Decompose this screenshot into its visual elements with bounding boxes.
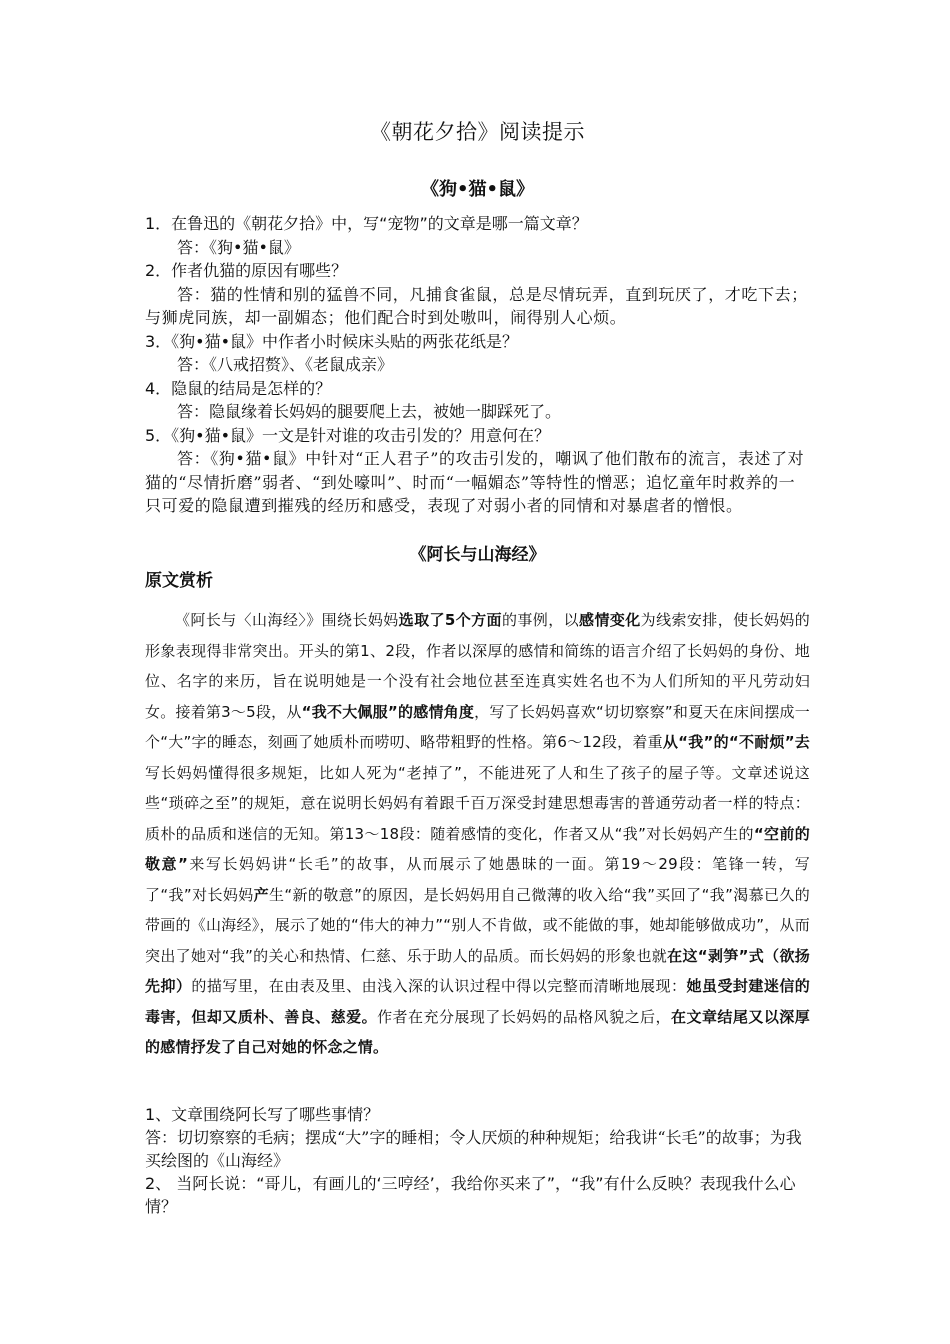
answer-4: 答：隐鼠缘着长妈妈的腿要爬上去，被她一脚踩死了。 [177, 402, 562, 421]
answer-1: 答：《狗•猫•鼠》 [177, 237, 300, 257]
essay-text: 作者在充分展现了长妈妈的品格风貌之后， [377, 1007, 672, 1026]
answer-5: 答：《狗•猫•鼠》中针对“正人君子”的攻击引发的，嘲讽了他们散布的流言，表述了对猫的“尽情折磨”弱者、“到处嚎叫”、时而“一幅媚态”等特性的憎恶；追忆童年时救养的一只可爱的隐鼠遭到摧残的经历和感受，表现了对弱小者的同情和对暴虐者的憎恨。 [145, 449, 805, 515]
essay-emphasis: “我不大佩服”的感情角度 [301, 702, 475, 721]
essay-emphasis: 产 [253, 885, 269, 904]
essay-text: 的事例，以 [501, 611, 580, 629]
essay-emphasis: 从“我”的“不耐烦”去 [662, 733, 810, 751]
section2-qa-list [145, 1103, 810, 1218]
essay-emphasis: “空前的敬意” [145, 824, 810, 873]
document-title: 《朝花夕拾》阅读提示 [370, 120, 585, 144]
essay-emphasis: 在文章结尾又以深厚的感情抒发了自己对她的怀念之情。 [145, 1007, 810, 1056]
answer-s2-1: 答：切切察察的毛病；摆成“大”字的睡相；令人厌烦的种种规矩；给我讲“长毛”的故事；为我买绘图的《山海经》 [145, 1128, 802, 1170]
essay-text: 写长妈妈懂得很多规矩，比如人死为“老掉了”，不能进死了人和生了孩子的屋子等。文章述说这些“琐碎之至”的规矩，意在说明长妈妈有着跟千百万深受封建思想毒害的普通劳动者一样的特点：质朴的品质和迷信的无知。第13～18段：随着感情的变化，作者又从“我”对长妈妈产生的 [145, 763, 810, 843]
essay-text: 为线索安排，使长妈妈的形象表现得非常突出。开头的第1、2段，作者以深厚的感情和简练的语言介绍了长妈妈的身份、地位、名字的来历，旨在说明她是一个没有社会地位甚至连真实姓名也不为人们所知的平凡劳动妇女。接着第3～5段，从 [145, 611, 810, 721]
question-5: 5．《狗•猫•鼠》一文是针对谁的攻击引发的？用意何在？ [145, 425, 551, 445]
essay-text: ，写了长妈妈喜欢“切切察察”和夏天在床间摆成一个“大”字的睡态，刻画了她质朴而唠叨、略带粗野的性格。第6～12段，着重 [145, 702, 810, 751]
question-2: 2．作者仇猫的原因有哪些？ [145, 261, 348, 280]
section-title-along-and-shanhaijing: 《阿长与山海经》 [409, 545, 546, 565]
essay-text: 来写长妈妈讲“长毛”的故事，从而展示了她愚昧的一面。第19～29段：笔锋一转，写了“我”对长妈妈 [145, 855, 810, 904]
question-s2-1: 1、文章围绕阿长写了哪些事情？ [145, 1105, 380, 1124]
section1-qa-list [145, 212, 810, 518]
essay-text: 生“新的敬意”的原因，是长妈妈用自己微薄的收入给“我”买回了“我”渴慕已久的带画的《山海经》，展示了她的“伟大的神力”“别人不肯做，或不能做的事，她却能够做成功”，从而突出了她对“我”的关心和热情、仁慈、乐于助人的品质。而长妈妈的形象也就 [145, 885, 810, 965]
answer-3: 答：《八戒招赘》、《老鼠成亲》 [177, 355, 394, 374]
essay-text: 的描写里，在由表及里、由浅入深的认识过程中得以完整而清晰地展现： [191, 977, 687, 995]
essay-emphasis: 她虽受封建迷信的毒害，但却又质朴、善良、慈爱。 [145, 977, 810, 1026]
question-s2-2: 2、 当阿长说：“哥儿，有画儿的‘三哼经’，我给你买来了”，“我”有什么反映？表现我什么心情？ [145, 1174, 796, 1216]
essay-emphasis: 选取了5个方面 [398, 611, 502, 629]
question-4: 4．隐鼠的结局是怎样的？ [145, 378, 332, 398]
essay-text: 《阿长与〈山海经〉》围绕长妈妈 [175, 611, 399, 629]
answer-2: 答：猫的性情和别的猛兽不同，凡捕食雀鼠，总是尽情玩弄，直到玩厌了，才吃下去；与狮虎同族，却一副媚态；他们配合时到处嗷叫，闹得别人心烦。 [145, 284, 808, 327]
essay-emphasis: 在这“剥笋”式（欲扬先抑） [145, 946, 810, 995]
question-3: 3．《狗•猫•鼠》中作者小时候床头贴的两张花纸是？ [145, 331, 519, 351]
essay-emphasis: 感情变化 [579, 611, 641, 629]
section-subtitle: 原文赏析 [145, 571, 213, 591]
section-title-dog-cat-mouse: 《狗•猫•鼠》 [420, 179, 534, 200]
question-1: 1．在鲁迅的《朝花夕拾》中，写“宠物”的文章是哪一篇文章？ [145, 214, 588, 233]
essay-paragraph [145, 605, 810, 1063]
